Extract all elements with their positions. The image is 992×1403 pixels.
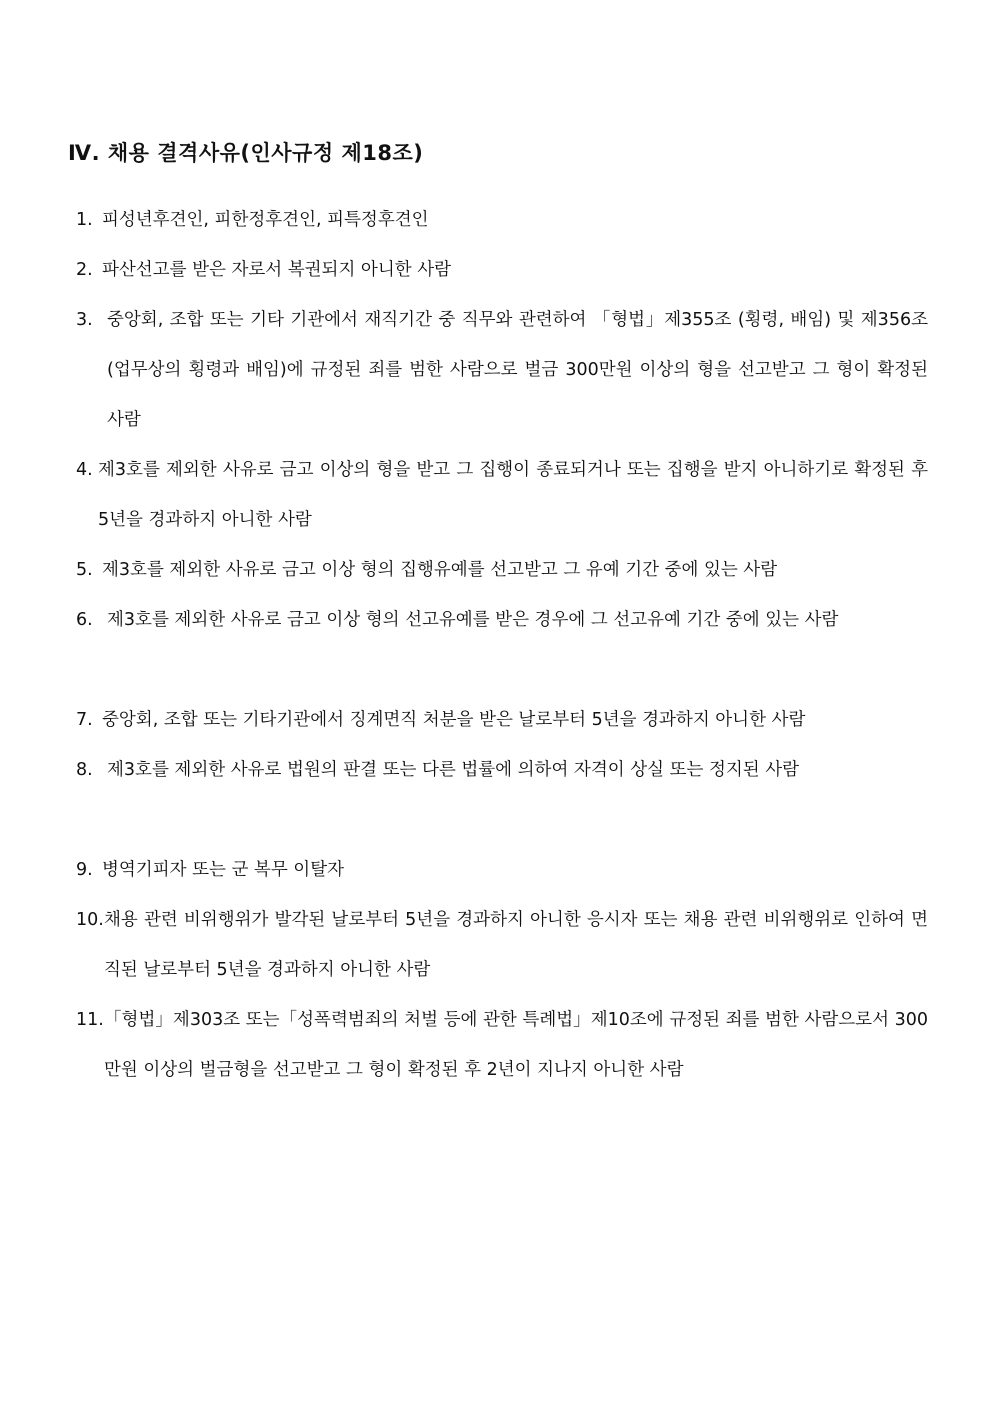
item-text: 채용 관련 비위행위가 발각된 날로부터 5년을 경과하지 아니한 응시자 또는 채용 관련 비위행위로 인하여 면직된 날로부터 5년을 경과하지 아니한 사람 [104, 910, 928, 980]
item-text: 제3호를 제외한 사유로 법원의 판결 또는 다른 법률에 의하여 자격이 상실 또는 정지된 사람 [107, 760, 800, 780]
item-number: 11. [76, 1010, 104, 1030]
item-text: 「형법」제303조 또는「성폭력범죄의 처벌 등에 관한 특례법」제10조에 규정된 죄를 범한 사람으로서 300만원 이상의 벌금형을 선고받고 그 형이 확정된 후 2년이 지나지 아니한 사람 [104, 1010, 928, 1080]
item-number: 3. [76, 310, 93, 330]
list-item [76, 545, 936, 595]
list-item [76, 745, 928, 795]
list-item [76, 695, 936, 745]
item-text: 파산선고를 받은 자로서 복권되지 아니한 사람 [102, 260, 452, 280]
item-number: 10. [76, 910, 104, 930]
item-text: 중앙회, 조합 또는 기타기관에서 징계면직 처분을 받은 날로부터 5년을 경과하지 아니한 사람 [102, 710, 806, 730]
list-item [76, 245, 936, 295]
item-number: 9. [76, 860, 93, 880]
list-item [76, 595, 928, 645]
section-title: Ⅳ. 채용 결격사유(인사규정 제18조) [68, 141, 424, 165]
list-item [76, 195, 936, 245]
list-item [76, 845, 936, 895]
item-number: 1. [76, 210, 93, 230]
item-text: 피성년후견인, 피한정후견인, 피특정후견인 [102, 210, 429, 230]
item-number: 7. [76, 710, 93, 730]
item-number: 2. [76, 260, 93, 280]
list-item [76, 295, 928, 445]
item-text: 제3호를 제외한 사유로 금고 이상 형의 집행유예를 선고받고 그 유예 기간 중에 있는 사람 [102, 560, 778, 580]
list-item [76, 895, 928, 995]
item-text: 제3호를 제외한 사유로 금고 이상 형의 선고유예를 받은 경우에 그 선고유예 기간 중에 있는 사람 [107, 610, 839, 630]
list-item [76, 995, 928, 1095]
item-text: 병역기피자 또는 군 복무 이탈자 [102, 860, 345, 880]
list-item [76, 445, 928, 545]
item-text: 중앙회, 조합 또는 기타 기관에서 재직기간 중 직무와 관련하여 「형법」제355조 (횡령, 배임) 및 제356조(업무상의 횡령과 배임)에 규정된 죄를 범한 사람으로 벌금 300만원 이상의 형을 선고받고 그 형이 확정된 사람 [107, 310, 928, 430]
item-number: 4. [76, 460, 93, 480]
item-number: 8. [76, 760, 93, 780]
item-number: 6. [76, 610, 93, 630]
item-number: 5. [76, 560, 93, 580]
item-text: 제3호를 제외한 사유로 금고 이상의 형을 받고 그 집행이 종료되거나 또는 집행을 받지 아니하기로 확정된 후 5년을 경과하지 아니한 사람 [98, 460, 928, 530]
